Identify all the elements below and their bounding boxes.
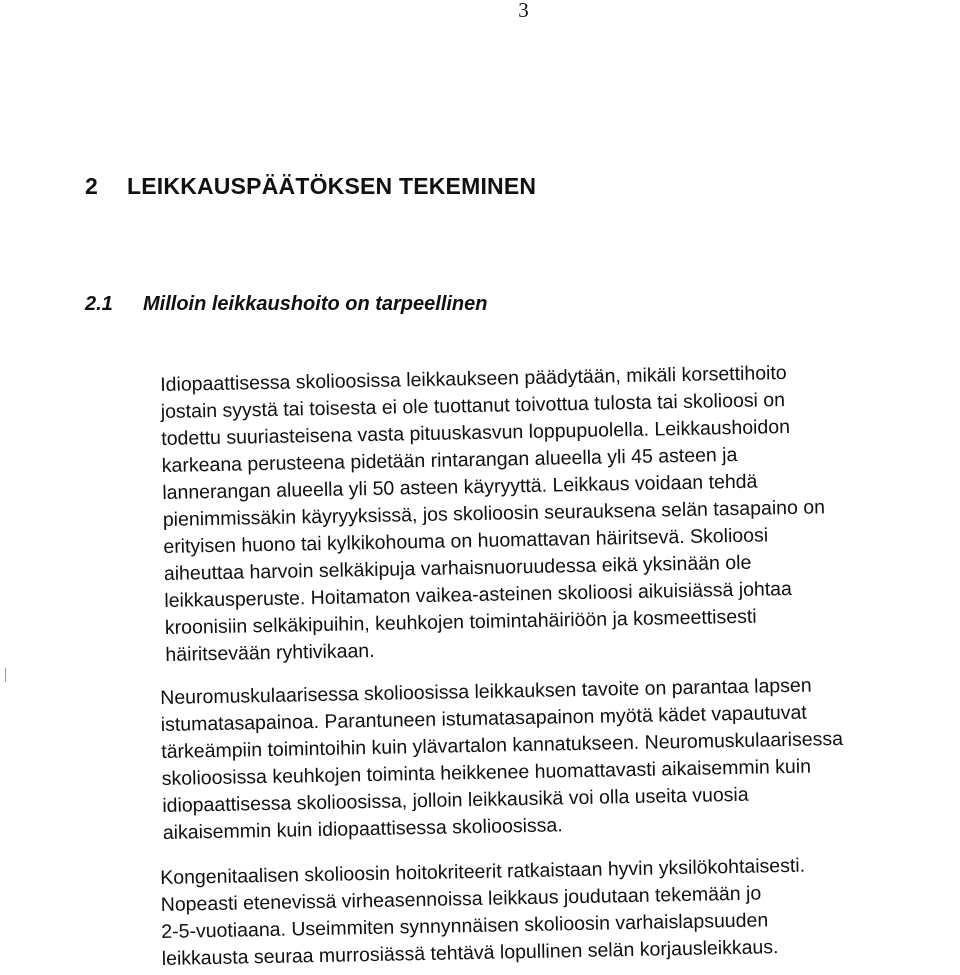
text-line: aikaisemmin kuin idiopaattisessa skolioosissa. — [162, 814, 563, 844]
text-line: Idiopaattisessa skolioosissa leikkaukseen päädytään, mikäli korsettihoito — [160, 361, 787, 396]
text-line: todettu suuriasteisena vasta pituuskasvun loppupuolella. Leikkaushoidon — [161, 415, 791, 450]
text-line: lannerangan alueella yli 50 asteen käyryyttä. Leikkaus voidaan tehdä — [162, 470, 758, 504]
text-line: pienimmissäkin käyryyksissä, jos skolioosin seurauksena selän tasapaino on — [162, 496, 826, 531]
chapter-heading — [85, 173, 536, 200]
paragraph-congenital — [160, 850, 960, 973]
text-line: Nopeasti etenevissä virheasennoissa leikkaus joudutaan tekemään jo — [160, 882, 762, 916]
text-line: skolioosissa keuhkojen toiminta heikkenee huomattavasti aikaisemmin kuin — [161, 755, 812, 790]
section-heading — [85, 293, 488, 316]
text-line: istumatasapainoa. Parantuneen istumatasapainon myötä kädet vapautuvat — [160, 701, 807, 736]
text-line: tärkeämpiin toimintoihin kuin ylävartalon kannatukseen. Neuromuskulaarisessa — [161, 727, 844, 763]
text-line: Neuromuskulaarisessa skolioosissa leikkauksen tavoite on parantaa lapsen — [160, 674, 812, 709]
text-line: aiheuttaa harvoin selkäkipuja varhaisnuoruudessa eikä yksinään ole — [163, 551, 752, 585]
text-line: 2-5-vuotiaana. Useimmiten synnynnäisen skolioosin varhaislapsuuden — [161, 909, 769, 943]
text-line: leikkausperuste. Hoitamaton vaikea-asteinen skolioosi aikuisiässä johtaa — [164, 577, 793, 612]
chapter-number: 2 — [85, 173, 98, 199]
text-line: idiopaattisessa skolioosissa, jolloin leikkausikä voi olla useita vuosia — [162, 783, 749, 817]
margin-mark — [5, 668, 6, 682]
page-number: 3 — [518, 0, 529, 22]
paragraph-idiopathic — [160, 357, 960, 669]
chapter-title: LEIKKAUSPÄÄTÖKSEN TEKEMINEN — [127, 173, 537, 199]
text-line: karkeana perusteena pidetään rintarangan alueella yli 45 asteen ja — [161, 443, 738, 477]
paragraph-neuromuscular — [160, 670, 960, 847]
text-line: leikkausta seuraa murrosiässä tehtävä lopullinen selän korjausleikkaus. — [161, 936, 779, 970]
section-number: 2.1 — [85, 293, 113, 315]
text-line: Kongenitaalisen skolioosin hoitokriteerit ratkaistaan hyvin yksilökohtaisesti. — [160, 854, 806, 889]
text-line: jostain syystä tai toisesta ei ole tuottanut toivottua tulosta tai skolioosi on — [160, 389, 786, 423]
text-line: häiritsevään ryhtivikaan. — [165, 639, 375, 666]
text-line: erityisen huono tai kylkikohouma on huomattavan häiritsevä. Skolioosi — [163, 524, 769, 558]
text-line: kroonisiin selkäkipuihin, keuhkojen toimintahäiriöön ja kosmeettisesti — [164, 605, 757, 639]
section-title: Milloin leikkaushoito on tarpeellinen — [143, 293, 488, 315]
